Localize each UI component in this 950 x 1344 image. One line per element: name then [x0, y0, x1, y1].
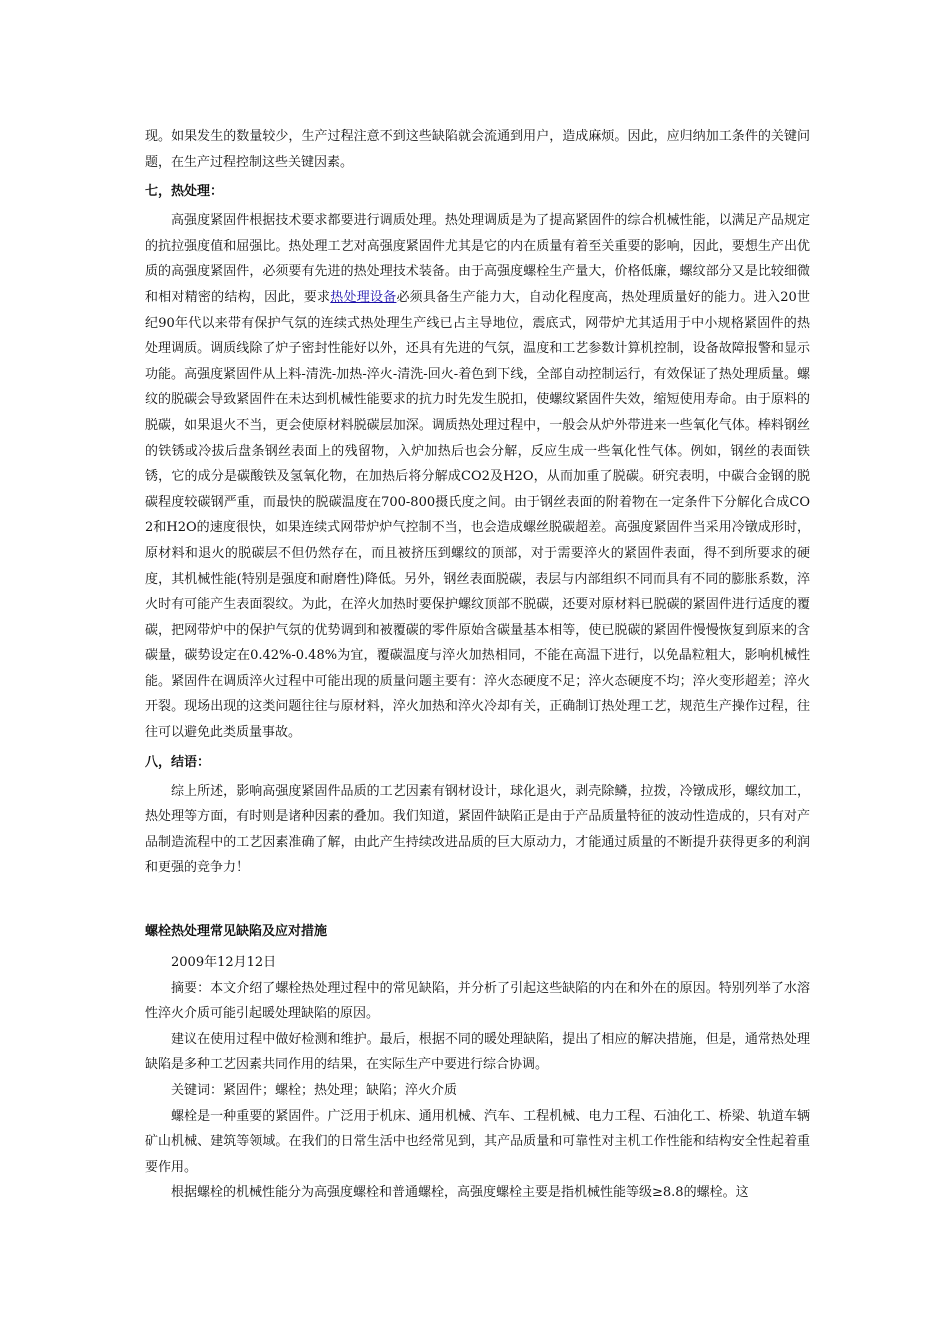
heat-treatment-paragraph: [145, 208, 810, 745]
continuation-paragraph: 现。如果发生的数量较少，生产过程注意不到这些缺陷就会流通到用户，造成麻烦。因此，应归纳加工条件的关键问题，在生产过程控制这些关键因素。: [145, 129, 810, 170]
article-classification: 根据螺栓的机械性能分为高强度螺栓和普通螺栓，高强度螺栓主要是指机械性能等级≥8.8的螺栓。这: [171, 1185, 749, 1201]
article-keywords: 关键词：紧固件；螺栓；热处理；缺陷；淬火介质: [171, 1083, 458, 1098]
article-title: 螺栓热处理常见缺陷及应对措施: [145, 924, 328, 940]
conclusion-paragraph: 综上所述，影响高强度紧固件品质的工艺因素有钢材设计，球化退火，剥壳除鳞，拉拨，冷镦成形，螺纹加工，热处理等方面，有时则是诸种因素的叠加。我们知道，紧固件缺陷正是由于产品质量特征的波动性造成的，只有对产品制造流程中的工艺因素准确了解，由此产生持续改进品质的巨大原动力，才能通过质量的不断提升获得更多的利润和更强的竞争力！: [145, 783, 810, 876]
article-abstract: 摘要：本文介绍了螺栓热处理过程中的常见缺陷，并分析了引起这些缺陷的内在和外在的原因。特别列举了水溶性淬火介质可能引起暖处理缺陷的原因。: [145, 980, 810, 1022]
section-heading-conclusion: 八，结语：: [145, 754, 211, 770]
article-suggestion: 建议在使用过程中做好检测和维护。最后，根据不同的暖处理缺陷，提出了相应的解决措施，但是，通常热处理缺陷是多种工艺因素共同作用的结果，在实际生产中要进行综合协调。: [145, 1031, 810, 1073]
article-date: 2009年12月12日: [171, 955, 277, 971]
heat-treatment-text-part1: 高强度紧固件根据技术要求都要进行调质处理。热处理调质是为了提高紧固件的综合机械性能，以满足产品规定的抗拉强度值和屈强比。热处理工艺对高强度紧固件尤其是它的内在质量有着至关重要的影响，因此，要想生产出优质的高强度紧固件，必须要有先进的热处理技术装备。由于高强度螺栓生产量大，价格低廉，螺纹部分又是比较细微和相对精密的结构，因此，要求: [145, 213, 810, 305]
article-intro: 螺栓是一种重要的紧固件。广泛用于机床、通用机械、汽车、工程机械、电力工程、石油化工、桥梁、轨道车辆矿山机械、建筑等领域。在我们的日常生活中也经常见到，其产品质量和可靠性对主机工作性能和结构安全性起着重要作用。: [145, 1108, 810, 1175]
heat-treatment-equipment-link[interactable]: 热处理设备: [330, 289, 397, 305]
text-column: [145, 124, 810, 1206]
heat-treatment-text-part2: 必须具备生产能力大，自动化程度高，热处理质量好的能力。进入20世纪90年代以来带有保护气氛的连续式热处理生产线已占主导地位，震底式，网带炉尤其适用于中小规格紧固件的热处理调质。调质线除了炉子密封性能好以外，还具有先进的气氛，温度和工艺参数计算机控制，设备故障报警和显示功能。高强度紧固件从上料-清洗-加热-淬火-清洗-回火-着色到下线，全部自动控制运行，有效保证了热处理质量。螺纹的脱碳会导致紧固件在未达到机械性能要求的抗力时先发生脱扣，使螺纹紧固件失效，缩短使用寿命。由于原料的脱碳，如果退火不当，更会使原材料脱碳层加深。调质热处理过程中，一般会从炉外带进来一些氧化气体。棒料钢丝的铁锈或冷拔后盘条钢丝表面上的残留物，入炉加热后也会分解，反应生成一些氧化性气体。例如，钢丝的表面铁锈，它的成分是碳酸铁及氢氧化物，在加热后将分解成CO2及H2O，从而加重了脱碳。研究表明，中碳合金钢的脱碳程度较碳钢严重，而最快的脱碳温度在700-800摄氏度之间。由于钢丝表面的附着物在一定条件下分解化合成CO2和H2O的速度很快，如果连续式网带炉炉气控制不当，也会造成螺丝脱碳超差。高强度紧固件当采用冷镦成形时，原材料和退火的脱碳层不但仍然存在，而且被挤压到螺纹的顶部，对于需要淬火的紧固件表面，得不到所要求的硬度，其机械性能(特别是强度和耐磨性)降低。另外，钢丝表面脱碳，表层与内部组织不同而具有不同的膨胀系数，淬火时有可能产生表面裂纹。为此，在淬火加热时要保护螺纹顶部不脱碳，还要对原材料已脱碳的紧固件进行适度的覆碳，把网带炉中的保护气氛的优势调到和被覆碳的零件原始含碳量基本相等，使已脱碳的紧固件慢慢恢复到原来的含碳量，碳势设定在0.42%-0.48%为宜，覆碳温度与淬火加热相同，不能在高温下进行，以免晶粒粗大，影响机械性能。紧固件在调质淬火过程中可能出现的质量问题主要有：淬火态硬度不足；淬火态硬度不均；淬火变形超差；淬火开裂。现场出现的这类问题往往与原材料，淬火加热和淬火冷却有关，正确制订热处理工艺，规范生产操作过程，往往可以避免此类质量事故。: [145, 289, 810, 741]
section-heading-heat-treatment: 七，热处理：: [145, 184, 224, 200]
